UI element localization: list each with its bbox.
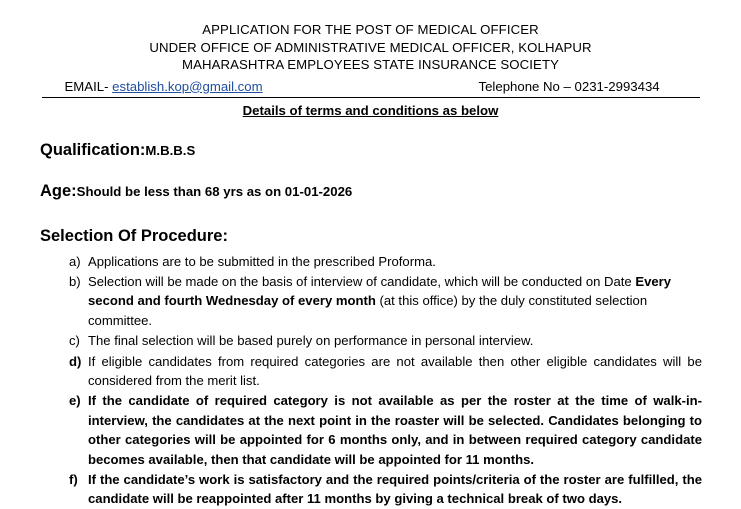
list-item-marker: c): [69, 333, 80, 349]
email-link[interactable]: establish.kop@gmail.com: [112, 78, 263, 94]
age-value: Should be less than 68 yrs as on 01-01-2026: [76, 183, 353, 199]
list-item-marker: e): [69, 393, 81, 409]
list-item: [40, 391, 702, 469]
age-block: [40, 181, 702, 202]
contact-row: [41, 77, 701, 96]
qualification-label: Qualification:: [40, 140, 146, 159]
document-header: [0, 0, 741, 74]
qualification-value: M.B.B.S: [145, 142, 196, 158]
list-item: [40, 272, 702, 330]
header-line-3: MAHARASHTRA EMPLOYEES STATE INSURANCE SOCIETY: [182, 57, 559, 72]
list-item-marker: a): [69, 253, 81, 269]
list-item-marker: b): [69, 273, 81, 289]
email-field: [65, 77, 263, 96]
document-subtitle-text: Details of terms and conditions as below: [242, 102, 499, 118]
header-divider: [42, 97, 700, 98]
list-item-marker: f): [69, 471, 78, 487]
list-item-text: If the candidate’s work is satisfactory and the required points/criteria of the roster are fulfilled, the candidate will be reappointed after 11 months by giving a technical break of two days.: [88, 471, 702, 507]
list-item-text-bold: Every second and fourth Wednesday of every month: [88, 273, 672, 309]
list-item: [40, 352, 702, 391]
header-line-1: APPLICATION FOR THE POST OF MEDICAL OFFICER: [202, 22, 539, 37]
list-item-text-after: (at this office) by the duly constituted selection committee.: [88, 293, 648, 328]
header-line-2: UNDER OFFICE OF ADMINISTRATIVE MEDICAL OFFICER, KOLHAPUR: [149, 39, 592, 55]
list-item-text: Applications are to be submitted in the prescribed Proforma.: [88, 253, 436, 269]
list-item: [40, 252, 702, 271]
document-body: [0, 140, 741, 509]
email-label: EMAIL-: [64, 78, 109, 94]
list-item-text-before: Selection will be made on the basis of interview of candidate, which will be conducted on Date: [88, 273, 636, 289]
list-item-text: If the candidate of required category is not available as per the roster at the time of walk-in-interview, the candidates at the next point in the roaster will be selected. Candidates belonging to other categories will be appointed for 6 months only, and in between required category candidate becomes available, then that candidate will be appointed for 11 months.: [88, 393, 702, 467]
selection-procedure-heading: Selection Of Procedure:: [40, 226, 228, 245]
selection-procedure-list: [40, 252, 702, 509]
list-item: [40, 331, 702, 350]
list-item-text: The final selection will be based purely on performance in personal interview.: [88, 333, 534, 349]
list-item: [40, 470, 702, 509]
list-item-text: If eligible candidates from required categories are not available then other eligible candidates will be considered from the merit list.: [88, 353, 702, 388]
document-subtitle: [0, 101, 741, 120]
telephone-field: Telephone No – 0231-2993434: [478, 78, 660, 94]
age-label: Age:: [40, 181, 77, 200]
list-item-marker: d): [69, 353, 82, 369]
qualification-block: [40, 140, 702, 161]
